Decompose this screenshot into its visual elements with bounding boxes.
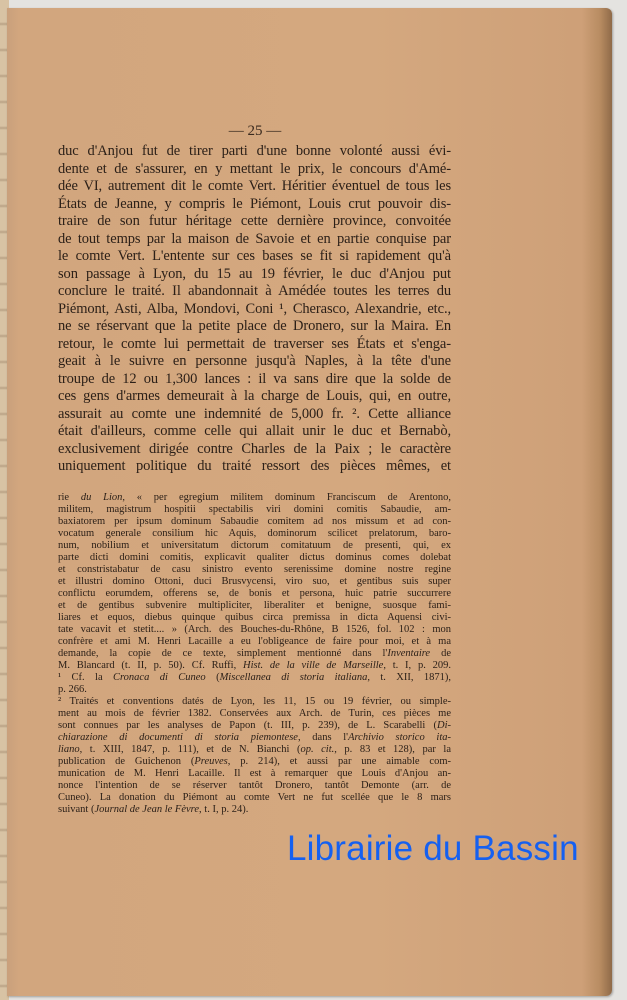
footnote-line — [58, 636, 451, 648]
text: duc d'Anjou fut de tirer parti d'une bonne volonté aussi évi- — [58, 143, 451, 159]
body-line — [58, 301, 451, 319]
footnote-line — [58, 756, 451, 768]
italic-text: op. cit. — [300, 744, 335, 755]
text: ² Traités et conventions datés de Lyon, les 11, 15 ou 19 février, ou simple- — [58, 696, 451, 707]
text: et de gentibus subvenire multipliciter, liberaliter et benigne, suosque fami- — [58, 600, 451, 611]
italic-text: Journal de Jean le Fèvre — [94, 804, 200, 815]
footnote-line — [58, 684, 451, 696]
italic-text: Di- — [437, 720, 451, 731]
text: num, nobilium et universitatum dictorum comitatuum de presenti, qui, ex — [58, 540, 451, 551]
text: parte dicti domini comitis, explicavit qualiter dictus dominus comes dolebat — [58, 552, 451, 563]
text: , t. XIII, 1847, p. 111), et de N. Bianchi ( — [79, 744, 301, 755]
footnote-line — [58, 660, 451, 672]
text: conclure le traité. Il abandonnait à Amédée toutes les terres du — [58, 283, 451, 299]
footnote-line — [58, 504, 451, 516]
text: demande, la copie de ce texte, simplement mentionné dans l' — [58, 648, 388, 659]
body-line — [58, 318, 451, 336]
text: baxiatorem per ipsum dominum Sabaudie comitem ad nos missum et ad con- — [58, 516, 451, 527]
body-line — [58, 266, 451, 284]
footnote-line — [58, 744, 451, 756]
text: son passage à Lyon, du 15 au 19 février, le duc d'Anjou put — [58, 265, 451, 282]
footnote-line — [58, 612, 451, 624]
text: , « per egregium militem dominum Franciscum de Arentono, — [122, 492, 452, 503]
footnote-line — [58, 552, 451, 564]
footnote-line — [58, 768, 451, 780]
text: p. 266. — [58, 684, 87, 695]
text: dée VI, autrement dit le comte Vert. Héritier éventuel de tous les — [58, 178, 451, 194]
text: ¹ Cf. la — [58, 672, 113, 683]
italic-text: Preuves — [194, 756, 228, 767]
page-number: — 25 — — [228, 123, 282, 139]
text: ces gens d'armes demeurait à la charge de Louis, qui, en outre, — [58, 388, 451, 404]
text: uniquement politique du traité ressort des pièces mêmes, et — [58, 458, 451, 474]
text: , t. I, p. 209. — [383, 660, 451, 671]
text: , t. XII, 1871), — [367, 672, 451, 683]
text: ( — [205, 672, 220, 683]
text: traire de son futur héritage cette dernière province, convoitée — [58, 213, 451, 229]
text: vocatum generale consilium hic Aquis, dominorum scilicet prelatorum, baro- — [58, 528, 451, 539]
text: Cuneo). La donation du Piémont au comte Vert ne fut scellée que le 8 mars — [58, 792, 451, 803]
footnote-line — [58, 564, 451, 576]
body-line — [58, 161, 451, 179]
footnote-line — [58, 600, 451, 612]
body-line — [58, 423, 451, 441]
footnote-line — [58, 708, 451, 720]
footnote-line — [58, 792, 451, 804]
text: et illustri domino Ottoni, duci Brusvycensi, viro suo, et gentibus suis super — [58, 576, 451, 587]
footnote-line — [58, 720, 451, 732]
text: rie — [58, 492, 81, 503]
footnote-line — [58, 516, 451, 528]
footnote-line — [58, 732, 451, 744]
body-line — [58, 213, 451, 231]
italic-text: Miscellanea di storia italiana — [219, 672, 368, 683]
text: conflictu eorumdem, offerens se, de bonis et persona, huic patrie succurrere — [58, 588, 451, 599]
text: munication de M. Henri Lacaille. Il est à remarquer que Louis d'Anjou an- — [58, 768, 451, 779]
text: le comte Vert. L'entente sur ces bases se fit si rapidement qu'à — [58, 248, 451, 264]
text: tate vacavit et stetit.... » (Arch. des Bouches-du-Rhône, B 1526, fol. 102 : mon — [58, 624, 451, 635]
body-line — [58, 178, 451, 196]
footnote-line — [58, 528, 451, 540]
body-line — [58, 371, 451, 389]
body-line — [58, 283, 451, 301]
body-line — [58, 353, 451, 371]
footnote-line — [58, 780, 451, 792]
italic-text: Archivio storico ita- — [348, 732, 451, 743]
italic-text: Hist. de la ville de Marseille — [242, 660, 384, 671]
text: ment au mois de février 1382. Conservées aux Arch. de Turin, ces pièces me — [58, 708, 451, 719]
italic-text: Cronaca di Cuneo — [112, 672, 206, 683]
footnote-line — [58, 576, 451, 588]
text: ne se réservant que la petite place de Dronero, sur la Maira. En — [58, 318, 451, 334]
text: , p. 83 et 128), par la — [334, 744, 452, 755]
text: suivant ( — [58, 804, 95, 815]
italic-text: Inventaire — [387, 648, 431, 659]
text: geait à le suivre en personne jusqu'à Naples, à la tête d'une — [58, 353, 451, 369]
text: publication de Guichenon ( — [58, 756, 195, 767]
footnote-line — [58, 696, 451, 708]
text: retour, le comte lui permettait de traverser ses États et s'enga- — [58, 335, 451, 352]
body-line — [58, 388, 451, 406]
text: exclusivement dirigée contre Charles de la Paix ; le caractère — [58, 440, 451, 457]
text: de tout temps par la maison de Savoie et en partie conquise par — [58, 230, 451, 247]
text: , p. 214), et aussi par une aimable com- — [227, 756, 452, 767]
watermark: Librairie du Bassin — [287, 829, 579, 868]
footnote-line — [58, 672, 451, 684]
text: militem, magistrum hospitii spectabilis viri domini comitis Sabaudie, am- — [58, 504, 451, 515]
body-line — [58, 231, 451, 249]
footnotes — [58, 492, 451, 816]
text: assurait au comte une indemnité de 5,000 fr. ². Cette alliance — [58, 405, 451, 422]
text: sont connues par les analyses de Papon (t. III, p. 239), de L. Scarabelli ( — [58, 720, 437, 731]
body-line — [58, 458, 451, 476]
italic-text: chiarazione di documenti di storia piemontese — [58, 732, 298, 743]
body-line — [58, 406, 451, 424]
footnote-line — [58, 492, 451, 504]
text: M. Blancard (t. II, p. 50). Cf. Ruffi, — [58, 660, 243, 671]
text: nonce l'intention de se réserver tantôt Dronero, tantôt Demonte (arr. de — [58, 780, 451, 791]
text: dente et de s'assurer, en y mettant le prix, le concours d'Amé- — [58, 160, 451, 177]
text: troupe de 12 ou 1,300 lances : il va sans dire que la solde de — [58, 370, 451, 387]
body-line — [58, 336, 451, 354]
body-line — [58, 441, 451, 459]
text: confrère et ami M. Henri Lacaille a eu l'obligeance de faire pour moi, et à ma — [58, 636, 451, 647]
text: et constristabatur de casu sinistro evento serenissime domine nostre regine — [58, 564, 451, 575]
text: États de Jeanne, y compris le Piémont, Louis crut pouvoir dis- — [58, 195, 451, 212]
body-line — [58, 248, 451, 266]
text: , dans l' — [297, 732, 349, 743]
body-line — [58, 196, 451, 214]
body-line — [58, 143, 451, 161]
footnote-line — [58, 804, 451, 816]
text: , t. I, p. 24). — [199, 804, 249, 815]
text: Piémont, Asti, Alba, Mondovi, Coni ¹, Cherasco, Alexandrie, etc., — [58, 300, 451, 317]
text: était d'ailleurs, comme celle qui allait unir le duc et Bernabò, — [58, 423, 451, 439]
body-text — [58, 143, 451, 476]
footnote-line — [58, 540, 451, 552]
text: liares et equos, diebus quinque quibus circa premissa in dicta Aquensi civi- — [58, 612, 451, 623]
italic-text: liano — [58, 744, 80, 755]
footnote-line — [58, 648, 451, 660]
footnote-line — [58, 624, 451, 636]
footnote-line — [58, 588, 451, 600]
italic-text: du Lion — [80, 492, 123, 503]
text: de — [430, 648, 451, 659]
